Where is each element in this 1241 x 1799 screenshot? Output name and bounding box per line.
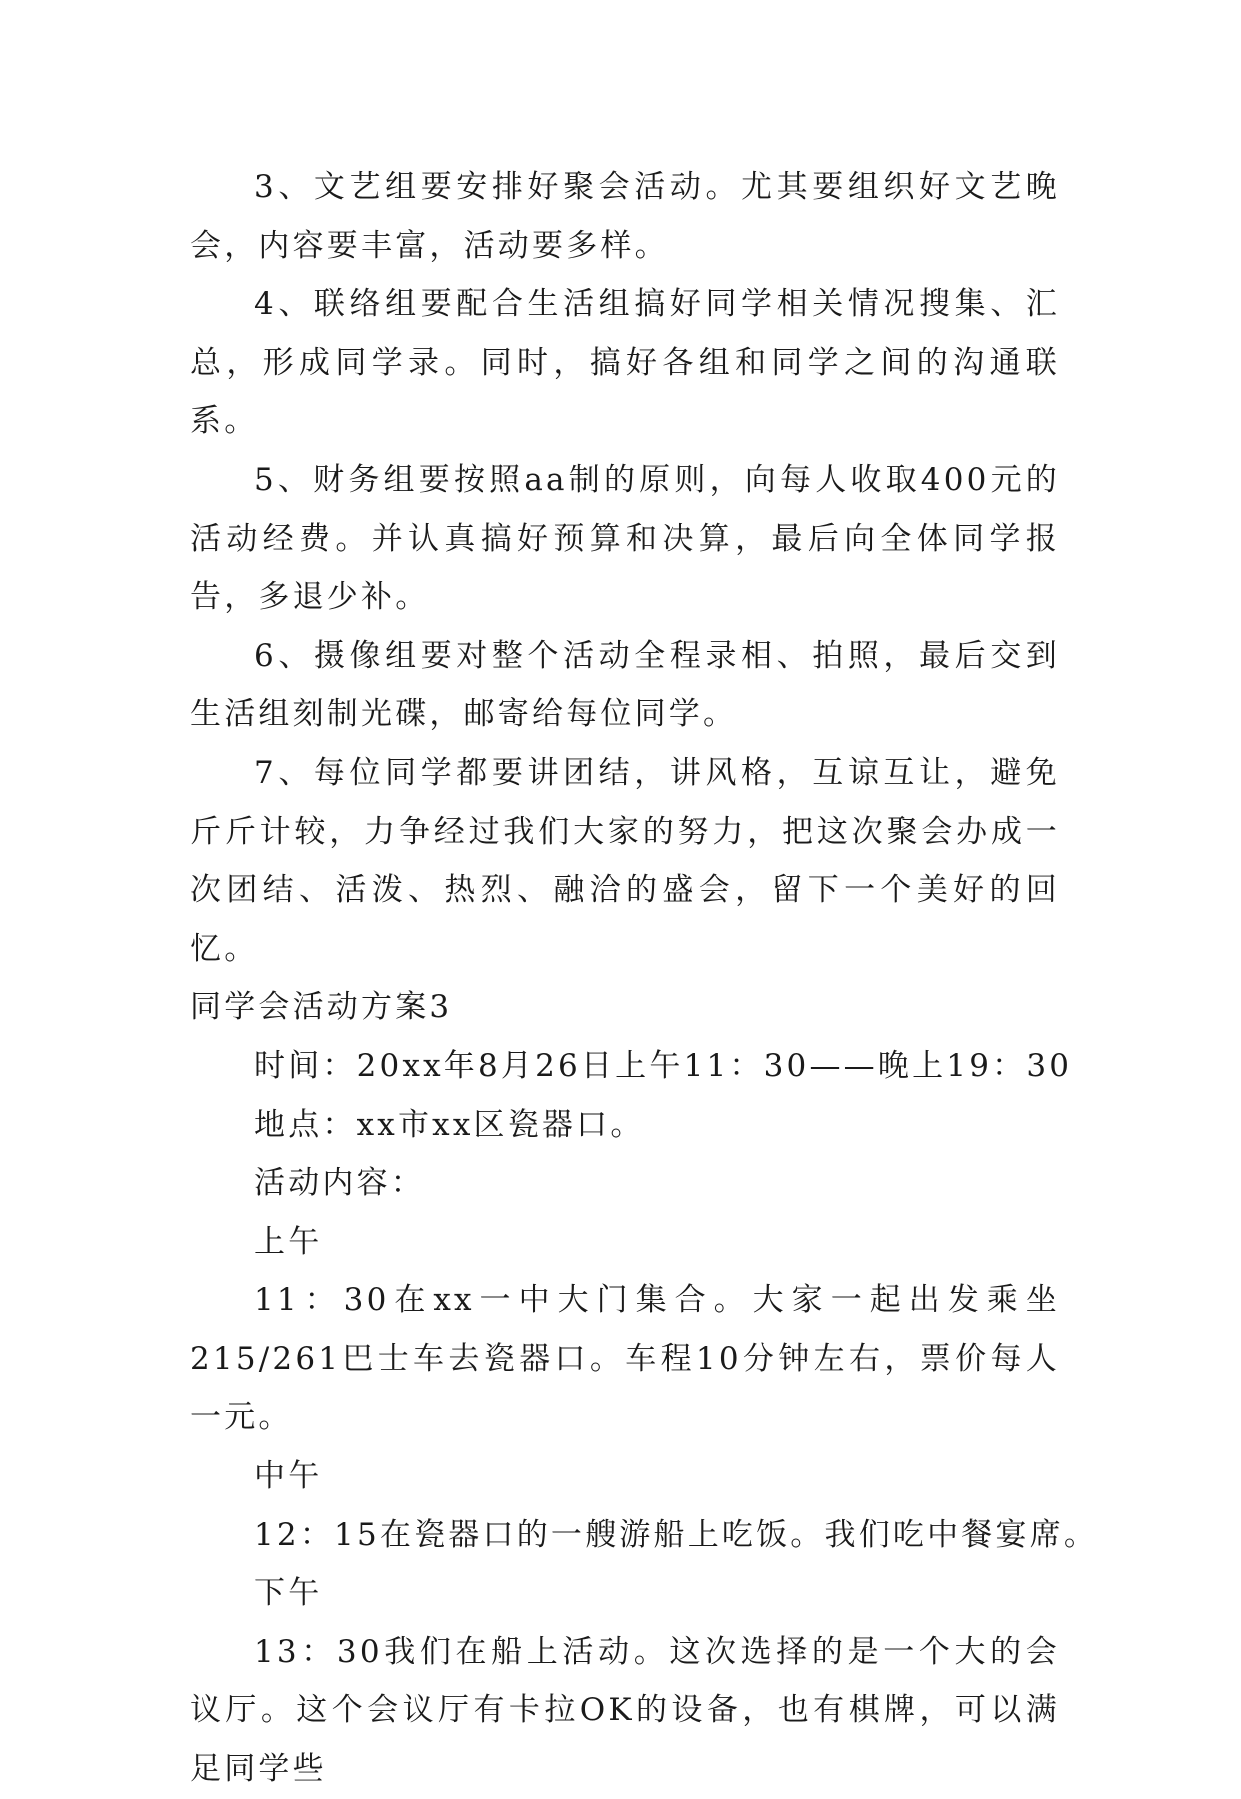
noon-label: 中午 bbox=[254, 1458, 323, 1495]
section-title: 同学会活动方案3 bbox=[190, 989, 453, 1026]
time-line: 时间：20xx年8月26日上午11：30——晚上19：30 bbox=[254, 1047, 1073, 1084]
afternoon-label: 下午 bbox=[254, 1575, 323, 1612]
place-line: 地点：xx市xx区瓷器口。 bbox=[254, 1106, 645, 1143]
content-label: 活动内容： bbox=[254, 1165, 425, 1202]
paragraph-item-3: 3、文艺组要安排好聚会活动。尤其要组织好文艺晚会，内容要丰富，活动要多样。 bbox=[190, 169, 1060, 264]
paragraph-item-5: 5、财务组要按照aa制的原则，向每人收取400元的活动经费。并认真搞好预算和决算，最后向全体同学报告，多退少补。 bbox=[190, 461, 1060, 616]
paragraph-item-6: 6、摄像组要对整个活动全程录相、拍照，最后交到生活组刻制光碟，邮寄给每位同学。 bbox=[190, 637, 1060, 733]
morning-text: 11：30在xx一中大门集合。大家一起出发乘坐215/261巴士车去瓷器口。车程10分钟左右，票价每人一元。 bbox=[190, 1282, 1060, 1436]
paragraph-item-4: 4、联络组要配合生活组搞好同学相关情况搜集、汇总，形成同学录。同时，搞好各组和同学之间的沟通联系。 bbox=[190, 286, 1060, 440]
paragraph-item-7: 7、每位同学都要讲团结，讲风格，互谅互让，避免斤斤计较，力争经过我们大家的努力，把这次聚会办成一次团结、活泼、热烈、融洽的盛会，留下一个美好的回忆。 bbox=[190, 754, 1060, 967]
afternoon-text: 13：30我们在船上活动。这次选择的是一个大的会议厅。这个会议厅有卡拉OK的设备，也有棋牌，可以满足同学些 bbox=[190, 1633, 1060, 1788]
noon-text: 12：15在瓷器口的一艘游船上吃饭。我们吃中餐宴席。 bbox=[254, 1516, 1099, 1553]
document-body bbox=[190, 158, 1099, 1799]
morning-label: 上午 bbox=[254, 1223, 323, 1260]
